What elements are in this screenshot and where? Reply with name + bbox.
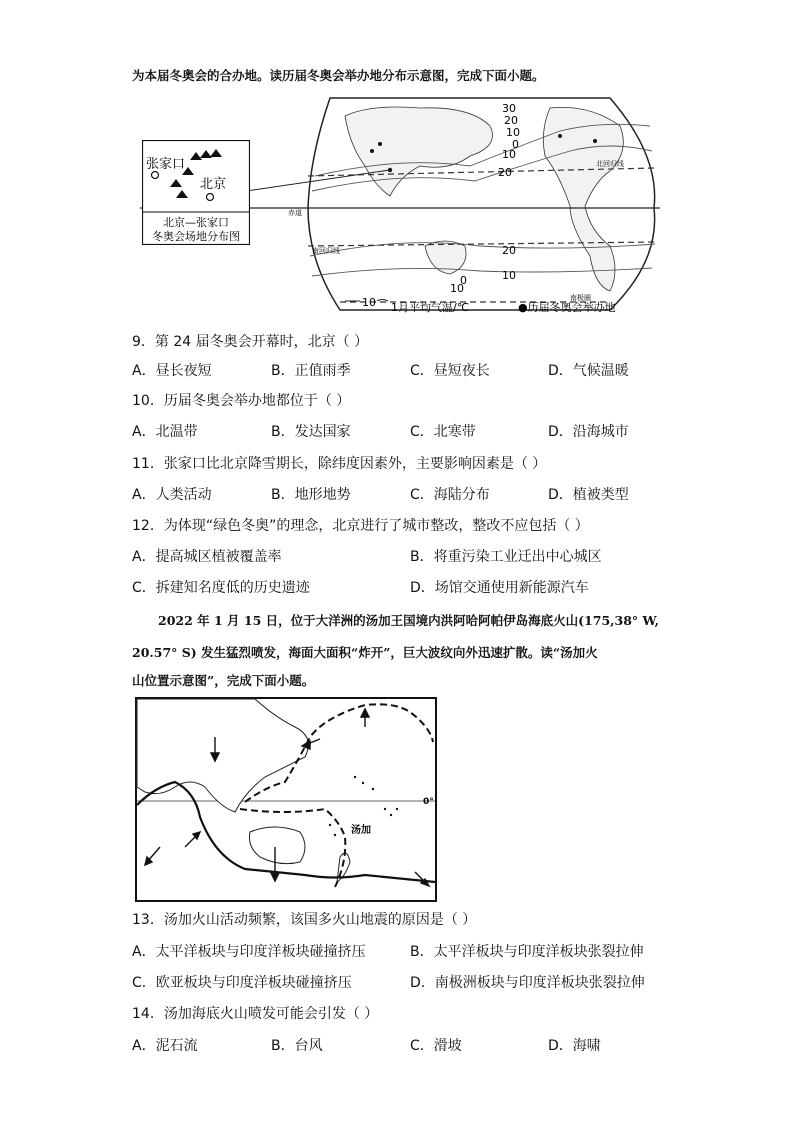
- q11-option-b[interactable]: B．地形地势: [271, 487, 351, 503]
- intro-text-1: 为本届冬奥会的合办地。读历届冬奥会举办地分布示意图，完成下面小题。: [132, 68, 545, 83]
- intro-text-2-line1: 2022 年 1 月 15 日，位于大洋洲的汤加王国境内洪阿哈阿帕伊岛海底火山(175,38° W,: [158, 613, 659, 628]
- question-10-stem: 10．历届冬奥会举办地都位于（ ）: [132, 393, 351, 409]
- question-12-stem: 12．为体现“绿色冬奥”的理念，北京进行了城市整改，整改不应包括（ ）: [132, 518, 589, 534]
- tonga-label: 汤加: [351, 825, 371, 836]
- equator-label: 赤道: [288, 209, 302, 217]
- north-tropic-label: 北回归线: [596, 160, 624, 168]
- q14-option-b[interactable]: B．台风: [271, 1038, 323, 1054]
- tonga-volcano-map: [135, 697, 437, 902]
- q11-option-a[interactable]: A．人类活动: [132, 487, 212, 503]
- q10-option-d[interactable]: D．沿海城市: [548, 424, 629, 440]
- legend-host-text: ●历届冬奥会举办地: [518, 301, 616, 314]
- intro-text-2-line3: 山位置示意图”，完成下面小题。: [132, 673, 315, 688]
- q14-option-d[interactable]: D．海啸: [548, 1038, 601, 1054]
- isotherm-label: 20: [504, 114, 518, 127]
- host-city-dot: [370, 149, 374, 153]
- q12-option-a[interactable]: A．提高城区植被覆盖率: [132, 549, 282, 565]
- q13-option-c[interactable]: C．欧亚板块与印度洋板块碰撞挤压: [132, 975, 352, 991]
- intro-text-2-line2: 20.57° S) 发生猛烈喷发，海面大面积“炸开”，巨大波纹向外迅速扩散。读“汤加火: [132, 645, 598, 660]
- beijing-marker: [207, 194, 214, 201]
- question-11-stem: 11．张家口比北京降雪期长，除纬度因素外，主要影响因素是（ ）: [132, 456, 547, 472]
- inset-caption-2: 冬奥会场地分布图: [152, 230, 240, 243]
- q12-option-d[interactable]: D．场馆交通使用新能源汽车: [410, 580, 589, 596]
- isotherm-label: 0: [512, 138, 519, 151]
- isotherm-label: 10: [502, 269, 516, 282]
- q13-option-d[interactable]: D．南极洲板块与印度洋板块张裂拉伸: [410, 975, 645, 991]
- q9-option-c[interactable]: C．昼短夜长: [410, 363, 490, 379]
- question-13-stem: 13．汤加火山活动频繁，该国多火山地震的原因是（ ）: [132, 912, 477, 928]
- zhangjiakou-label: 张家口: [146, 157, 186, 172]
- q14-option-a[interactable]: A．泥石流: [132, 1038, 198, 1054]
- isotherm-label: 10: [502, 148, 516, 161]
- beijing-label: 北京: [200, 177, 227, 192]
- isotherm-label: 0: [460, 274, 467, 287]
- q11-option-d[interactable]: D．植被类型: [548, 487, 629, 503]
- q10-option-c[interactable]: C．北寒带: [410, 424, 476, 440]
- q11-option-c[interactable]: C．海陆分布: [410, 487, 490, 503]
- isotherm-label: 20: [502, 244, 516, 257]
- q10-option-a[interactable]: A．北温带: [132, 424, 198, 440]
- isotherm-label: 10: [450, 282, 464, 295]
- south-tropic-label: 南回归线: [312, 247, 340, 255]
- isotherm-label: 10: [506, 126, 520, 139]
- q9-option-d[interactable]: D．气候温暖: [548, 363, 629, 379]
- inset-caption-1: 北京—张家口: [163, 216, 229, 229]
- antarctic-label: 南极圈: [570, 294, 591, 302]
- q13-option-b[interactable]: B．太平洋板块与印度洋板块张裂拉伸: [410, 944, 644, 960]
- q10-option-b[interactable]: B．发达国家: [271, 424, 351, 440]
- legend-isotherm-text: 1月平均气温/℃: [391, 301, 470, 314]
- host-city-dot: [593, 139, 597, 143]
- equator-label: 0°: [423, 797, 434, 807]
- zhangjiakou-marker: [152, 172, 159, 179]
- q14-option-c[interactable]: C．滑坡: [410, 1038, 462, 1054]
- host-city-dot: [558, 134, 562, 138]
- question-9-stem: 9．第 24 届冬奥会开幕时，北京（ ）: [132, 334, 369, 350]
- host-city-dot: [378, 142, 382, 146]
- question-14-stem: 14．汤加海底火山喷发可能会引发（ ）: [132, 1006, 379, 1022]
- q12-option-b[interactable]: B．将重污染工业迁出中心城区: [410, 549, 602, 565]
- legend-isotherm-value: 10: [362, 296, 376, 309]
- q13-option-a[interactable]: A．太平洋板块与印度洋板块碰撞挤压: [132, 944, 366, 960]
- q12-option-c[interactable]: C．拆建知名度低的历史遗迹: [132, 580, 310, 596]
- isotherm-label: 20: [498, 166, 512, 179]
- beijing-zhangjiakou-inset: [142, 140, 250, 245]
- q9-option-b[interactable]: B．正值雨季: [271, 363, 351, 379]
- q9-option-a[interactable]: A．昼长夜短: [132, 363, 212, 379]
- isotherm-label: 30: [502, 102, 516, 115]
